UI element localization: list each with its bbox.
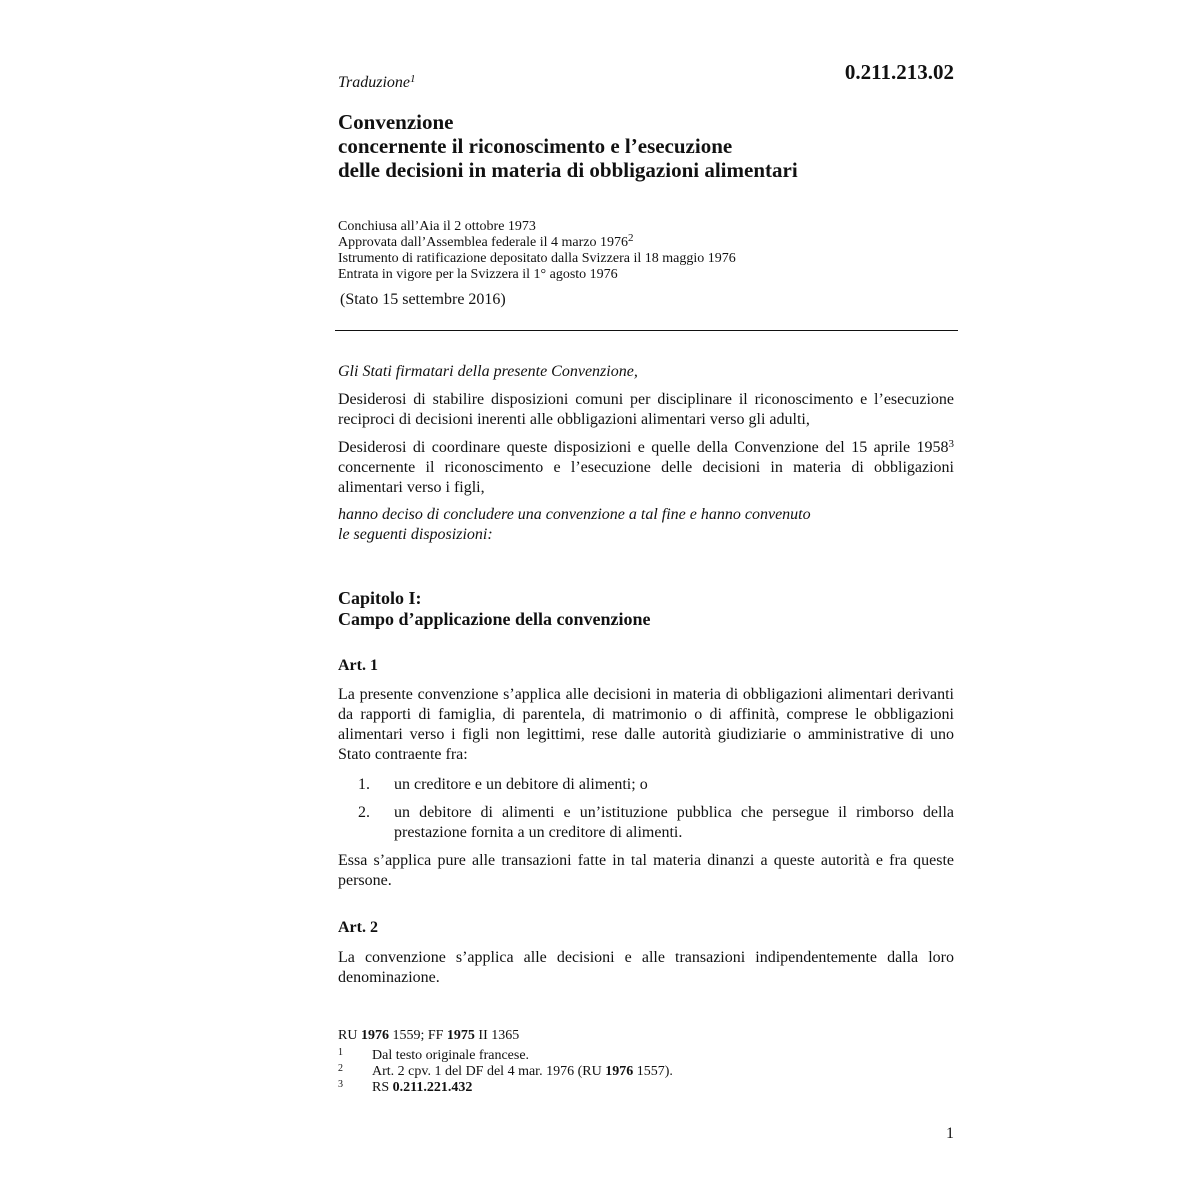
article-2-title: Art. 2 <box>338 919 378 936</box>
footnote-text <box>372 1064 673 1079</box>
preamble-closing-line-1: hanno deciso di concludere una convenzione a tal fine e hanno convenuto <box>338 506 811 523</box>
preamble-closing <box>338 505 954 545</box>
preamble-closing-line-2: le seguenti disposizioni: <box>338 526 493 543</box>
chapter-number: Capitolo I: <box>338 588 422 608</box>
sr-number: 0.211.213.02 <box>844 60 954 84</box>
list-item-text: un debitore di alimenti e un’istituzione pubblica che persegue il rimborso della prestazione fornita a un creditore di alimenti. <box>394 804 954 841</box>
footnote <box>338 1064 954 1079</box>
meta-approved-text: Approvata dall’Assemblea federale il 4 marzo 1976 <box>338 235 629 250</box>
footnote-text: Dal testo originale francese. <box>372 1048 530 1063</box>
footnote-number: 2 <box>338 1063 343 1074</box>
ref-year-2: 1975 <box>446 1028 475 1043</box>
status-date: (Stato 15 settembre 2016) <box>340 291 506 308</box>
footnote <box>338 1048 954 1063</box>
meta-concluded: Conchiusa all’Aia il 2 ottobre 1973 <box>338 219 536 234</box>
official-reference <box>338 1028 519 1044</box>
title-line-1: Convenzione <box>338 110 454 134</box>
meta-ratified: Istrumento di ratificazione depositato dalla Svizzera il 18 maggio 1976 <box>338 251 736 266</box>
header-divider <box>335 330 958 331</box>
article-1-text: La presente convenzione s’applica alle decisioni in materia di obbligazioni alimentari derivanti da rapporti di famiglia, di parentela, di matrimonio o di affinità, comprese le obbligazioni alimentari verso i figli non legittimi, rese dalle autorità giudiziarie o amministrative di uno Stato contraente fra: <box>338 686 954 763</box>
translation-text: Traduzione <box>338 74 411 91</box>
chapter-title: Campo d’applicazione della convenzione <box>338 609 651 629</box>
page-number: 1 <box>946 1125 954 1142</box>
footnote-text <box>372 1080 472 1095</box>
preamble-paragraph-2-rest: concernente il riconoscimento e l’esecuzione delle decisioni in materia di obbligazioni alimentari verso i figli, <box>338 459 954 496</box>
chapter-heading <box>338 588 651 630</box>
list-item-number: 2. <box>358 804 370 821</box>
title-line-3: delle decisioni in materia di obbligazioni alimentari <box>338 158 798 182</box>
footnote-text-part: RS <box>372 1080 393 1095</box>
footnote-text-bold: 0.211.221.432 <box>392 1080 473 1095</box>
footnote-text-part: Art. 2 cpv. 1 del DF del 4 mar. 1976 (RU <box>372 1064 606 1079</box>
preamble-intro: Gli Stati firmatari della presente Convenzione, <box>338 363 638 380</box>
preamble-paragraph-2 <box>338 438 954 498</box>
meta-approved <box>338 232 736 251</box>
article-1-closing: Essa s’applica pure alle transazioni fatte in tal materia dinanzi a queste autorità e fra queste persone. <box>338 852 954 889</box>
footnote-ref-2[interactable]: 2 <box>628 232 634 244</box>
document-title <box>338 110 798 182</box>
footnote-number: 1 <box>338 1047 343 1058</box>
article-1-title: Art. 1 <box>338 657 378 674</box>
ref-mid: 1559; FF <box>388 1028 447 1043</box>
preamble-paragraph-1: Desiderosi di stabilire disposizioni comuni per disciplinare il riconoscimento e l’esecuzione reciproci di decisioni inerenti alle obbligazioni alimentari verso gli adulti, <box>338 391 954 428</box>
list-item-number: 1. <box>358 776 370 793</box>
ref-suffix: II 1365 <box>474 1028 520 1043</box>
article-2-text: La convenzione s’applica alle decisioni e alle transazioni indipendentemente dalla loro denominazione. <box>338 949 954 986</box>
ref-prefix: RU <box>338 1028 361 1043</box>
meta-in-force: Entrata in vigore per la Svizzera il 1° agosto 1976 <box>338 267 618 282</box>
title-line-2: concernente il riconoscimento e l’esecuzione <box>338 134 733 158</box>
footnote-number: 3 <box>338 1079 343 1090</box>
translation-label <box>338 74 416 92</box>
preamble-paragraph-2-text: Desiderosi di coordinare queste disposizioni e quelle della Convenzione del 15 aprile 1958 <box>338 439 949 456</box>
ref-year-1: 1976 <box>360 1028 389 1043</box>
footnote-text-part: 1557). <box>633 1064 673 1079</box>
document-meta <box>338 219 736 283</box>
footnote-text-bold: 1976 <box>605 1064 634 1079</box>
footnote <box>338 1080 954 1095</box>
footnote-ref-1[interactable]: 1 <box>410 73 416 85</box>
list-item-text: un creditore e un debitore di alimenti; o <box>394 776 648 793</box>
footnote-ref-3[interactable]: 3 <box>948 438 954 450</box>
